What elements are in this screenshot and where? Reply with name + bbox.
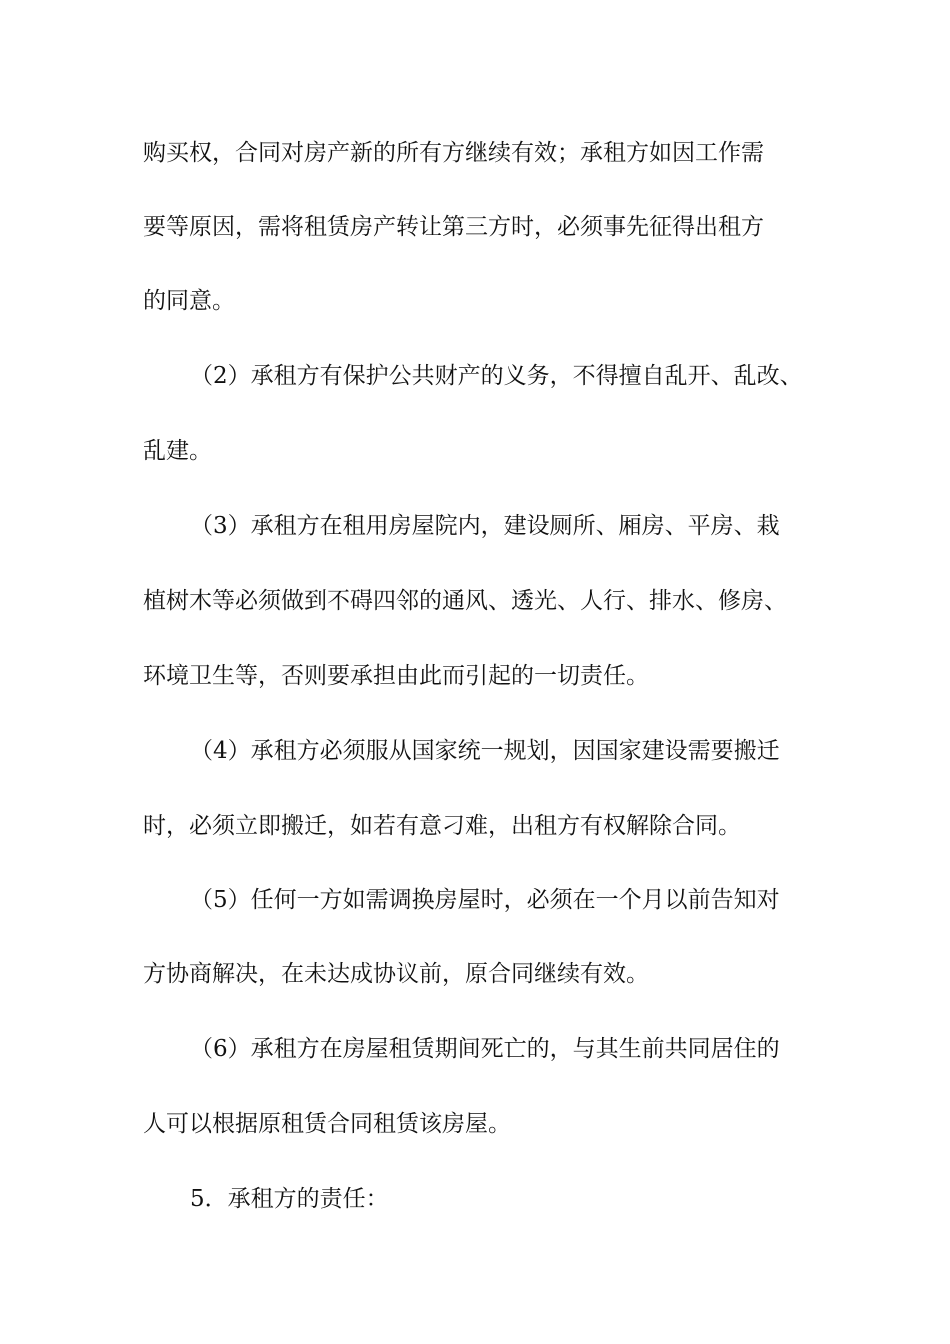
text-line: 乱建。 — [143, 438, 212, 464]
text-line: 要等原因，需将租赁房产转让第三方时，必须事先征得出租方 — [143, 214, 764, 240]
text-line: （2）承租方有保护公共财产的义务，不得擅自乱开、乱改、 — [190, 363, 803, 389]
text-line: （5）任何一方如需调换房屋时，必须在一个月以前告知对 — [190, 887, 780, 913]
text-line: 环境卫生等，否则要承担由此而引起的一切责任。 — [143, 663, 649, 689]
text-line: 时，必须立即搬迁，如若有意刁难，出租方有权解除合同。 — [143, 813, 741, 839]
text-line: （6）承租方在房屋租赁期间死亡的，与其生前共同居住的 — [190, 1036, 780, 1062]
text-line: 人可以根据原租赁合同租赁该房屋。 — [143, 1111, 511, 1137]
text-line: 购买权，合同对房产新的所有方继续有效；承租方如因工作需 — [143, 140, 764, 166]
text-line: 的同意。 — [143, 288, 235, 314]
text-line: 方协商解决，在未达成协议前，原合同继续有效。 — [143, 961, 649, 987]
text-line: （4）承租方必须服从国家统一规划，因国家建设需要搬迁 — [190, 738, 780, 764]
section-heading: 5．承租方的责任： — [190, 1186, 389, 1212]
text-line: 植树木等必须做到不碍四邻的通风、透光、人行、排水、修房、 — [143, 588, 787, 614]
text-line: （3）承租方在租用房屋院内，建设厕所、厢房、平房、栽 — [190, 513, 780, 539]
